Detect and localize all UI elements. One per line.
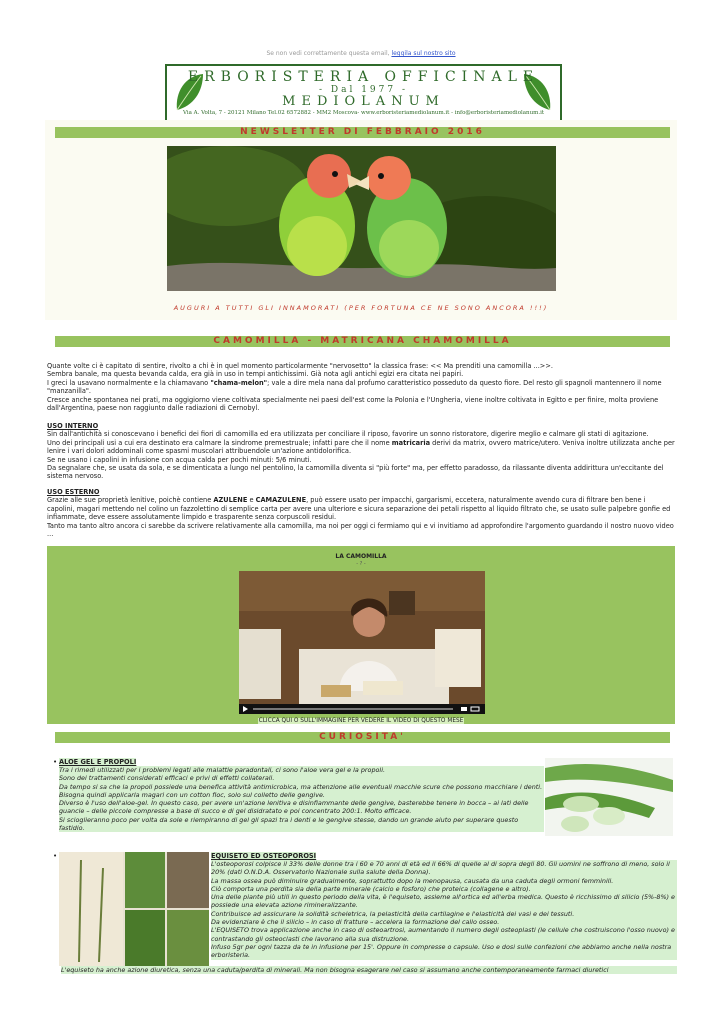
video-title: LA CAMOMILLA [335,553,387,560]
highlight-term: matricaria [391,438,431,447]
aloe-text [59,766,544,832]
paragraph: Tanto ma tanto altro ancora ci sarebbe da scrivere relativamente alla camomilla, ma noi per oggi ci fermiamo qui e vi invitiamo ad approfondire l'argomento guardando il nostro nuovo video ... [47,521,674,539]
text-line: L'EQUISETO trova applicazione anche in caso di osteoartrosi, aumentando il numero degli osteoplasti (le cellule che costruiscono l'osso nuovo) e contrastando gli osteoclasti che lavorano alla sua distruzione. [211,926,677,943]
paragraph: Sin dall'antichità si conoscevano i benefici dei fiori di camomilla ed era utilizzata per conciliare il riposo, favorire un sonno ristoratore, digerire meglio e calmare gli stati di agitazione. [47,430,649,439]
highlight-term: AZULENE [213,496,248,505]
video-thumbnail[interactable] [239,571,485,714]
view-online-text: Se non vedi correttamente questa email, [266,50,390,57]
newsletter-title: NEWSLETTER DI FEBBRAIO 2016 [55,127,670,138]
uso-esterno-heading: USO ESTERNO [47,488,100,496]
camomilla-title: CAMOMILLA - MATRICANA CHAMOMILLA [55,336,670,347]
text-span: derivi da matrix, ovvero matrice/utero. Veniva inoltre utilizzata anche per lenire i vari dolori addominali come spasmi muscolari attribuendole un'azione antidolorifica. [47,438,675,456]
paragraph: Cresce anche spontanea nei prati, ma oggigiorno viene coltivata specialmente nei paesi dell'est come la Polonia e l'Ungheria, viene inoltre coltivata in Egitto e per finire, molta proviene dall'Argentina, paese non raggiunto dalle radiazioni di Cernobyl. [47,395,659,413]
paragraph: Se ne usano i capolini in infusione con acqua calda per pochi minuti: 5/6 minuti. [47,455,312,464]
text-span: I greci la usavano normalmente e la chiamavano [47,378,209,387]
video-link[interactable] [47,718,675,724]
text-span: , può essere usato per impacchi, gargarismi, eccetera, naturalmente avendo cura di filtrare ben bene i capolini, magari mettendo nel colino un fazzolettino di semplice carta per avere una ulteriore e sicura separazione dei petali rispetto al liquido filtrato che, se usato sulle palpebre gonfie ed infiammate, deve essere assolutamente limpido e trasparente senza corpuscoli residui. [47,496,671,522]
paragraph: Da segnalare che, se usata da sola, e se dimenticata a lungo nel pentolino, la camomilla diventa si "più forte" ma, per effetto paradosso, da rilassante diventa addirittura un'eccitante del sistema nervoso. [47,464,664,481]
text-line: L'osteoporosi colpisce il 33% delle donne tra i 60 e 70 anni di età ed il 66% di quelle al di sopra degli 80. Gli uomini ne soffrono di meno, solo il 20% (dati O.N.D.A. Osservatorio Nazionale sulla salute della Donna). [211,860,677,877]
camomilla-intro [47,362,675,412]
text-line: Da evidenziare è che il silicio – in caso di fratture – accelera la formazione del callo osseo. [211,918,677,926]
lovebirds-photo [167,146,556,291]
highlight-term: CAMAZULENE [255,496,307,505]
lovebirds-image [167,146,556,291]
text-line: Contribuisce ad assicurare la solidità scheletrica, la pelasticità della cartilagine e l'elasticità dei vasi e dei tessuti. [211,910,677,918]
view-online-note [45,50,677,57]
text-line: Da tempo si sa che la propoli possiede una benefica attività antimicrobica, ma attenzione alle eventuali macchie scure che possono macchiare i denti. [59,782,543,791]
brand-address: Via A. Volta, 7 - 20121 Milano Tel.02 6572882 - MM2 Moscova- www.erboristeriamediolanum.it - info@erboristeriamediolanum.it [182,110,545,116]
text-line: La massa ossea può diminuire gradualmente, soprattutto dopo la menopausa, causata da una caduta degli ormoni femminili. [211,877,677,885]
equiseto-text-block [211,852,677,960]
paragraph [47,439,675,456]
view-online-link[interactable]: leggila sul nostro sito [391,50,456,57]
text-span: Uno dei principali usi a cui era destinato era calmare la sindrome premestruale; infatti pare che il nome [47,438,390,447]
text-line: Bisogna quindi applicarla magari con un cotton fioc, solo sul colletto delle gengive. [59,791,544,799]
video-section [47,546,675,724]
text-span: ; vale a dire mela nana dal profumo caratteristico posseduto da questo fiore. Del resto gli spagnoli mantennero il nome "manzanilla". [47,378,662,396]
bullet-icon: • [53,758,58,766]
text-line: Infuso 5gr per ogni tazza da te in infusione per 15'. Oppure in compresse o capsule. Uso e dosi sulle confezioni che abbiamo anche nella nostra erboristeria. [211,943,677,960]
equiseto-final-line: L'equiseto ha anche azione diuretica, senza una caduta/perdita di minerali. Ma non bisogna esagerare nel caso si assumano anche contemporaneamente farmaci diuretici [61,966,677,974]
brand-header[interactable] [165,64,562,122]
brand-name-line1: ERBORISTERIA OFFICINALE [187,69,540,85]
paragraph: Sembra banale, ma questa bevanda calda, era già in uso in tempi antichissimi. Già nota agli antichi egizi era citata nei papiri. [47,370,464,379]
brand-name-line2: MEDIOLANUM [282,94,445,109]
paragraph [47,496,675,521]
text-span: Grazie alle sue proprietà lenitive, poichè contiene [47,496,212,505]
video-link-text[interactable]: CLICCA QUI O SULL'IMMAGINE PER VEDERE IL VIDEO DI QUESTO MESE [258,718,464,724]
uso-interno-section [47,422,675,481]
brand-since: - Dal 1977 - [318,85,409,95]
equiseto-title: EQUISETO ED OSTEOPOROSI [211,852,317,860]
highlight-term: "chama-melon" [210,378,268,387]
text-line: Una delle piante più utili in questo periodo della vita, è l'equiseto, assieme all'ortica ed all'erba medica. Questo è ricchissimo di silicio (5%-8%) e possiede una elevata azione rimineralizzante. [211,893,677,910]
bullet-icon: • [53,852,58,860]
video-controls[interactable] [239,704,485,714]
curiosita-title: CURIOSITA' [55,732,670,743]
play-icon[interactable] [239,704,485,714]
text-line: Ciò comporta una perdita sia della parte minerale (calcio e fosforo) che proteica (collagene e altro). [211,885,677,893]
text-line: Tra i rimedi utilizzati per i problemi legati alle malattie paradontali, ci sono l'aloe vera gel e la propoli. [59,766,544,774]
aloe-item [53,758,659,833]
text-line: Sono dei trattamenti considerati efficaci e privi di effetti collaterali. [59,774,544,782]
equiseto-text [211,860,677,960]
video-subtitle: - ? - [356,561,366,567]
uso-esterno-section [47,488,675,538]
text-span: e [249,496,254,505]
video-still [239,571,485,714]
paragraph: Quante volte ci è capitato di sentire, rivolto a chi è in quel momento particolarmente "nervosetto" la classica frase: << Ma prenditi una camomilla ...>>. [47,362,553,370]
photo-caption: AUGURI A TUTTI GLI INNAMORATI (PER FORTUNA CE NE SONO ANCORA !!!) [173,304,549,312]
aloe-image [545,758,673,836]
text-line: Diverso è l'uso dell'aloe-gel. In questo caso, per avere un'azione lenitiva e disinfiammante delle gengive, basterebbe tenere in bocca – ai lati delle guancie – delle piccole compresse a base di succo e di gel disidratato e poi concentrato 200:1. Molto efficace. [59,799,544,816]
text-line: Si scioglieranno poco per volta da sole e riempiranno di gel gli spazi tra i denti e le gengive stesse, dando un grande aiuto per superare questo fastidio. [59,816,544,833]
aloe-title: ALOE GEL E PROPOLI [59,758,137,766]
paragraph [47,379,675,396]
uso-interno-heading: USO INTERNO [47,422,99,430]
equiseto-image [59,852,209,966]
